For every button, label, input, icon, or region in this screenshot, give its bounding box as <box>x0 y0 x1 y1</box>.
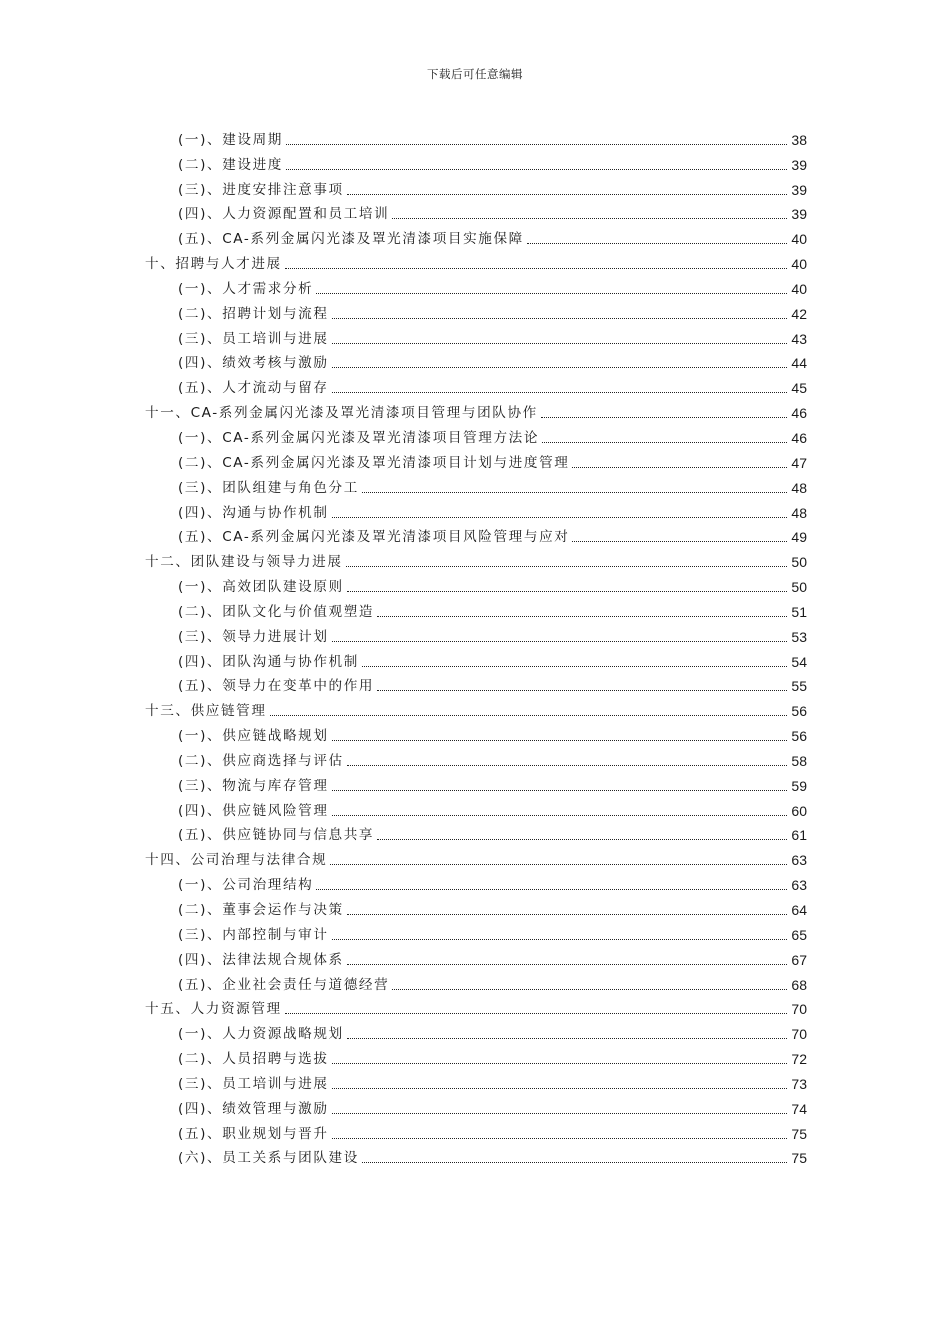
toc-page-number: 40 <box>791 231 807 248</box>
toc-entry-title: (一)、建设周期 <box>178 131 283 148</box>
toc-dot-leader <box>332 815 787 816</box>
toc-dot-leader <box>347 765 787 766</box>
toc-dot-leader <box>330 864 787 865</box>
toc-page-number: 48 <box>791 479 807 496</box>
toc-section-entry[interactable] <box>0 273 950 298</box>
toc-entry-title: (四)、法律法规合规体系 <box>178 951 344 968</box>
toc-dot-leader <box>332 343 787 344</box>
toc-dot-leader <box>346 566 787 567</box>
toc-page-number: 64 <box>791 902 807 918</box>
toc-page-number: 74 <box>791 1100 807 1117</box>
toc-section-entry[interactable] <box>0 720 950 745</box>
toc-section-entry[interactable] <box>0 298 950 323</box>
toc-dot-leader <box>362 492 787 493</box>
toc-entry-title: (五)、企业社会责任与道德经营 <box>178 976 390 993</box>
toc-dot-leader <box>286 169 787 170</box>
toc-page-number: 70 <box>791 1001 807 1018</box>
toc-page-number: 48 <box>791 504 807 521</box>
toc-entry-title: (三)、进度安排注意事项 <box>178 181 344 198</box>
toc-entry-title: (二)、供应商选择与评估 <box>178 752 344 769</box>
toc-chapter-entry[interactable] <box>0 397 950 422</box>
toc-entry-title: (一)、人力资源战略规划 <box>178 1026 344 1043</box>
toc-entry-title: (二)、CA-系列金属闪光漆及罩光清漆项目计划与进度管理 <box>178 454 570 471</box>
toc-dot-leader <box>332 1063 787 1064</box>
toc-entry-title: (二)、团队文化与价值观塑造 <box>178 603 375 620</box>
toc-page-number: 49 <box>791 529 807 546</box>
toc-entry-title: (五)、职业规划与晋升 <box>178 1125 329 1142</box>
toc-section-entry[interactable] <box>0 1093 950 1118</box>
toc-dot-leader <box>332 1138 787 1139</box>
toc-dot-leader <box>527 243 787 244</box>
toc-section-entry[interactable] <box>0 472 950 497</box>
toc-entry-title: (四)、绩效考核与激励 <box>178 355 329 372</box>
toc-page-number: 75 <box>791 1125 807 1142</box>
toc-entry-title: (二)、建设进度 <box>178 156 283 173</box>
toc-dot-leader <box>286 144 787 145</box>
toc-page-number: 65 <box>791 926 807 943</box>
toc-page-number: 45 <box>791 380 807 397</box>
toc-entry-title: (一)、高效团队建设原则 <box>178 579 344 596</box>
toc-section-entry[interactable] <box>0 869 950 894</box>
toc-dot-leader <box>392 218 787 219</box>
toc-dot-leader <box>347 194 787 195</box>
toc-chapter-entry[interactable] <box>0 546 950 571</box>
toc-section-entry[interactable] <box>0 497 950 522</box>
toc-dot-leader <box>285 268 787 269</box>
toc-entry-title: 十五、人力资源管理 <box>145 1001 282 1018</box>
toc-page-number: 75 <box>791 1150 807 1167</box>
toc-entry-title: (一)、CA-系列金属闪光漆及罩光清漆项目管理方法论 <box>178 429 540 446</box>
toc-page-number: 43 <box>791 330 807 347</box>
toc-entry-title: (三)、领导力进展计划 <box>178 628 329 645</box>
toc-page-number: 46 <box>791 405 807 422</box>
toc-dot-leader <box>572 467 787 468</box>
toc-section-entry[interactable] <box>0 422 950 447</box>
toc-page-number: 38 <box>791 131 807 148</box>
toc-page-number: 39 <box>791 156 807 173</box>
toc-entry-title: 十、招聘与人才进展 <box>145 256 282 273</box>
toc-dot-leader <box>347 964 787 965</box>
toc-page-number: 39 <box>791 206 807 223</box>
toc-section-entry[interactable] <box>0 646 950 671</box>
toc-page-number: 39 <box>791 181 807 198</box>
toc-dot-leader <box>332 318 787 319</box>
toc-chapter-entry[interactable] <box>0 844 950 869</box>
toc-dot-leader <box>332 392 787 393</box>
toc-section-entry[interactable] <box>0 770 950 795</box>
toc-page-number: 67 <box>791 951 807 968</box>
toc-dot-leader <box>332 740 787 741</box>
toc-page-number: 44 <box>791 355 807 372</box>
toc-page-number: 51 <box>791 603 807 620</box>
toc-page-number: 56 <box>791 703 807 720</box>
toc-chapter-entry[interactable] <box>0 248 950 273</box>
toc-page-number: 47 <box>791 454 807 471</box>
page-header: 下载后可任意编辑 <box>427 67 523 81</box>
toc-page-number: 40 <box>791 280 807 297</box>
toc-entry-title: (五)、领导力在变革中的作用 <box>178 678 375 695</box>
toc-entry-title: 十二、团队建设与领导力进展 <box>145 554 343 571</box>
toc-dot-leader <box>362 666 787 667</box>
toc-section-entry[interactable] <box>0 174 950 199</box>
toc-entry-title: (一)、人才需求分析 <box>178 280 314 297</box>
toc-page-number: 50 <box>791 554 807 571</box>
toc-dot-leader <box>316 293 787 294</box>
toc-entry-title: (五)、CA-系列金属闪光漆及罩光清漆项目风险管理与应对 <box>178 529 570 546</box>
toc-section-entry[interactable] <box>0 1143 950 1168</box>
toc-dot-leader <box>347 591 787 592</box>
toc-entry-title: (六)、员工关系与团队建设 <box>178 1150 359 1167</box>
toc-section-entry[interactable] <box>0 522 950 547</box>
toc-dot-leader <box>316 889 787 890</box>
toc-dot-leader <box>285 1013 787 1014</box>
toc-entry-title: (一)、供应链战略规划 <box>178 728 329 745</box>
toc-entry-title: (五)、CA-系列金属闪光漆及罩光清漆项目实施保障 <box>178 231 524 248</box>
toc-entry-title: (二)、招聘计划与流程 <box>178 305 329 322</box>
toc-section-entry[interactable] <box>0 447 950 472</box>
toc-section-entry[interactable] <box>0 820 950 845</box>
toc-page-number: 46 <box>791 429 807 446</box>
toc-entry-title: (一)、公司治理结构 <box>178 877 314 894</box>
toc-dot-leader <box>332 517 787 518</box>
toc-section-entry[interactable] <box>0 1018 950 1043</box>
toc-dot-leader <box>270 715 787 716</box>
toc-dot-leader <box>572 541 787 542</box>
toc-page-number: 59 <box>791 777 807 794</box>
toc-section-entry[interactable] <box>0 223 950 248</box>
toc-section-entry[interactable] <box>0 671 950 696</box>
toc-section-entry[interactable] <box>0 621 950 646</box>
toc-dot-leader <box>377 616 787 617</box>
toc-entry-title: (四)、绩效管理与激励 <box>178 1100 329 1117</box>
toc-page-number: 63 <box>791 877 807 894</box>
toc-page-number: 50 <box>791 579 807 596</box>
toc-page-number: 54 <box>791 653 807 670</box>
toc-entry-title: (三)、团队组建与角色分工 <box>178 479 359 496</box>
toc-dot-leader <box>347 1038 787 1039</box>
toc-entry-title: (五)、供应链协同与信息共享 <box>178 827 375 844</box>
toc-section-entry[interactable] <box>0 1068 950 1093</box>
toc-entry-title: (三)、内部控制与审计 <box>178 926 329 943</box>
table-of-contents <box>0 124 950 1167</box>
toc-page-number: 53 <box>791 628 807 645</box>
toc-section-entry[interactable] <box>0 1043 950 1068</box>
toc-section-entry[interactable] <box>0 919 950 944</box>
toc-dot-leader <box>332 367 787 368</box>
toc-entry-title: 十四、公司治理与法律合规 <box>145 852 328 869</box>
toc-entry-title: (五)、人才流动与留存 <box>178 380 329 397</box>
toc-entry-title: (二)、人员招聘与选拔 <box>178 1051 329 1068</box>
toc-dot-leader <box>377 690 787 691</box>
toc-page-number: 61 <box>791 827 807 844</box>
toc-section-entry[interactable] <box>0 894 950 919</box>
toc-page-number: 63 <box>791 852 807 869</box>
toc-dot-leader <box>347 914 787 915</box>
toc-dot-leader <box>377 839 787 840</box>
toc-entry-title: (二)、董事会运作与决策 <box>178 902 344 918</box>
toc-section-entry[interactable] <box>0 596 950 621</box>
toc-section-entry[interactable] <box>0 944 950 969</box>
toc-page-number: 58 <box>791 752 807 769</box>
toc-section-entry[interactable] <box>0 1118 950 1143</box>
toc-dot-leader <box>332 790 787 791</box>
toc-entry-title: (三)、物流与库存管理 <box>178 777 329 794</box>
toc-entry-title: (三)、员工培训与进展 <box>178 330 329 347</box>
toc-dot-leader <box>332 939 787 940</box>
toc-page-number: 72 <box>791 1051 807 1068</box>
toc-page-number: 42 <box>791 305 807 322</box>
toc-page-number: 70 <box>791 1026 807 1043</box>
toc-dot-leader <box>362 1162 787 1163</box>
toc-dot-leader <box>332 641 787 642</box>
toc-section-entry[interactable] <box>0 348 950 373</box>
toc-entry-title: (四)、沟通与协作机制 <box>178 504 329 521</box>
toc-section-entry[interactable] <box>0 199 950 224</box>
toc-entry-title: (四)、人力资源配置和员工培训 <box>178 206 390 223</box>
toc-dot-leader <box>541 417 787 418</box>
toc-page-number: 60 <box>791 802 807 819</box>
toc-entry-title: 十一、CA-系列金属闪光漆及罩光清漆项目管理与团队协作 <box>145 405 538 422</box>
toc-section-entry[interactable] <box>0 571 950 596</box>
toc-section-entry[interactable] <box>0 124 950 149</box>
toc-section-entry[interactable] <box>0 969 950 994</box>
toc-page-number: 40 <box>791 256 807 273</box>
toc-section-entry[interactable] <box>0 323 950 348</box>
toc-section-entry[interactable] <box>0 795 950 820</box>
toc-chapter-entry[interactable] <box>0 695 950 720</box>
toc-section-entry[interactable] <box>0 372 950 397</box>
toc-dot-leader <box>332 1113 787 1114</box>
toc-entry-title: 十三、供应链管理 <box>145 703 267 720</box>
toc-entry-title: (四)、供应链风险管理 <box>178 802 329 819</box>
toc-entry-title: (三)、员工培训与进展 <box>178 1075 329 1092</box>
toc-page-number: 56 <box>791 728 807 745</box>
toc-entry-title: (四)、团队沟通与协作机制 <box>178 653 359 670</box>
toc-page-number: 68 <box>791 976 807 993</box>
toc-dot-leader <box>332 1088 787 1089</box>
toc-page-number: 73 <box>791 1075 807 1092</box>
toc-section-entry[interactable] <box>0 149 950 174</box>
toc-page-number: 55 <box>791 678 807 695</box>
toc-chapter-entry[interactable] <box>0 994 950 1019</box>
toc-section-entry[interactable] <box>0 745 950 770</box>
toc-dot-leader <box>392 989 787 990</box>
toc-dot-leader <box>542 442 787 443</box>
